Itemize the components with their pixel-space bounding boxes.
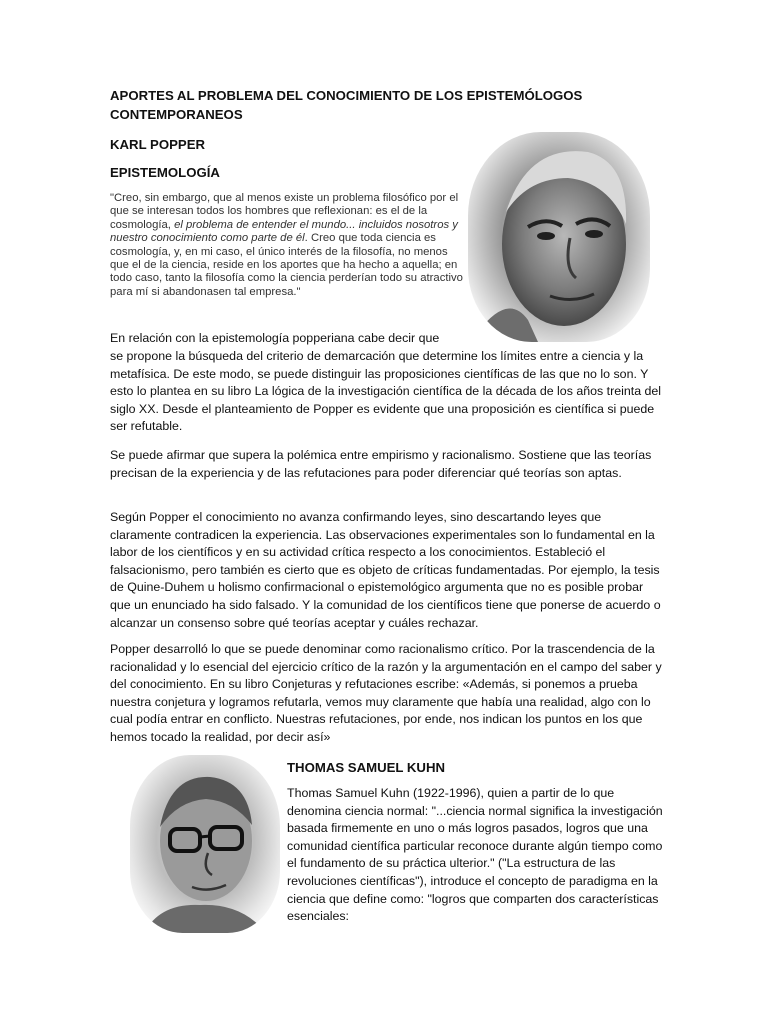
popper-quote — [110, 192, 465, 299]
title-line-1: APORTES AL PROBLEMA DEL CONOCIMIENTO DE LOS EPISTEMÓLOGOS — [110, 88, 583, 103]
paragraph-1-line-1: En relación con la epistemología popperiana cabe decir que — [110, 331, 440, 345]
quote-part-2: . Creo que toda ciencia es cosmología, y, en mi caso, el único interés de la filosofía, no menos que el de la ciencia, reside en los aportes que ha hecho a aquella; en todo caso, tanto la filosofía como la ciencia perderían todo su atractivo para mí si abandonasen tal empresa." — [110, 232, 463, 298]
karl-popper-portrait — [468, 132, 650, 342]
popper-face-illustration — [468, 132, 650, 342]
paragraph-4: Popper desarrolló lo que se puede denominar como racionalismo crítico. Por la trascendencia de la racionalidad y lo esencial del ejercicio crítico de la razón y la argumentación en el campo del saber y del conocimiento. En su libro Conjeturas y refutaciones escribe: «Además, si ponemos a prueba nuestra conjetura y logramos refutarla, vemos muy claramente que había una realidad, algo con lo cual podía entrar en conflicto. Nuestras refutaciones, por ende, nos indican los puntos en los que hemos tocado la realidad, por decir así» — [110, 642, 662, 744]
quote-italic: el problema de entender el mundo... incluidos nosotros y nuestro conocimiento como parte de él — [110, 218, 458, 245]
kuhn-face-illustration — [130, 755, 280, 933]
epistemologia-heading: EPISTEMOLOGÍA — [110, 165, 220, 180]
paragraph-3: Según Popper el conocimiento no avanza confirmando leyes, sino descartando leyes que claramente contradicen la experiencia. Las observaciones experimentales son lo fundamental en la labor de los científicos y en su actividad crítica respecto a los conocimientos. Estableció el falsacionismo, pero también es cierto que es objeto de críticas fundamentadas. Por ejemplo, la tesis de Quine-Duhem u holismo confirmacional o epistemológico argumenta que no es posible probar que un enunciado ha sido falsado. Y la comunidad de los científicos tiene que ponerse de acuerdo o alcanzar un consenso sobre qué teorías aceptar y cuáles rechazar. — [110, 510, 661, 630]
title-line-2: CONTEMPORANEOS — [110, 107, 243, 122]
paragraph-2: Se puede afirmar que supera la polémica entre empirismo y racionalismo. Sostiene que las teorías precisan de la experiencia y de las refutaciones para poder diferenciar qué teorías son aptas. — [110, 448, 652, 480]
popper-heading: KARL POPPER — [110, 137, 206, 152]
quote-part-1: "Creo, sin embargo, que al menos existe un problema filosófico por el que se interesan todos los hombres que reflexionan: es el de la cosmología, — [110, 192, 459, 231]
thomas-kuhn-portrait — [130, 755, 280, 933]
kuhn-heading: THOMAS SAMUEL KUHN — [287, 760, 446, 775]
kuhn-paragraph: Thomas Samuel Kuhn (1922-1996), quien a partir de lo que denomina ciencia normal: "...ciencia normal significa la investigación basada firmemente en uno o más logros pasados, logros que una comunidad científica particular reconoce durante algún tiempo como el fundamento de su práctica ulterior." ("La estructura de las revoluciones científicas"), introduce el concepto de paradigma en la ciencia que define como: "logros que comparten dos características esenciales: — [287, 786, 663, 924]
document-title — [110, 86, 670, 124]
paragraph-1-body: se propone la búsqueda del criterio de demarcación que determine los límites entre a ciencia y la metafísica. De este modo, se puede distinguir las proposiciones científicas de las que no lo son. Y esto lo plantea en su libro La lógica de la investigación científica de la década de los años treinta del siglo XX. Desde el planteamiento de Popper es evidente que una proposición es científica si puede ser refutable. — [110, 349, 662, 434]
